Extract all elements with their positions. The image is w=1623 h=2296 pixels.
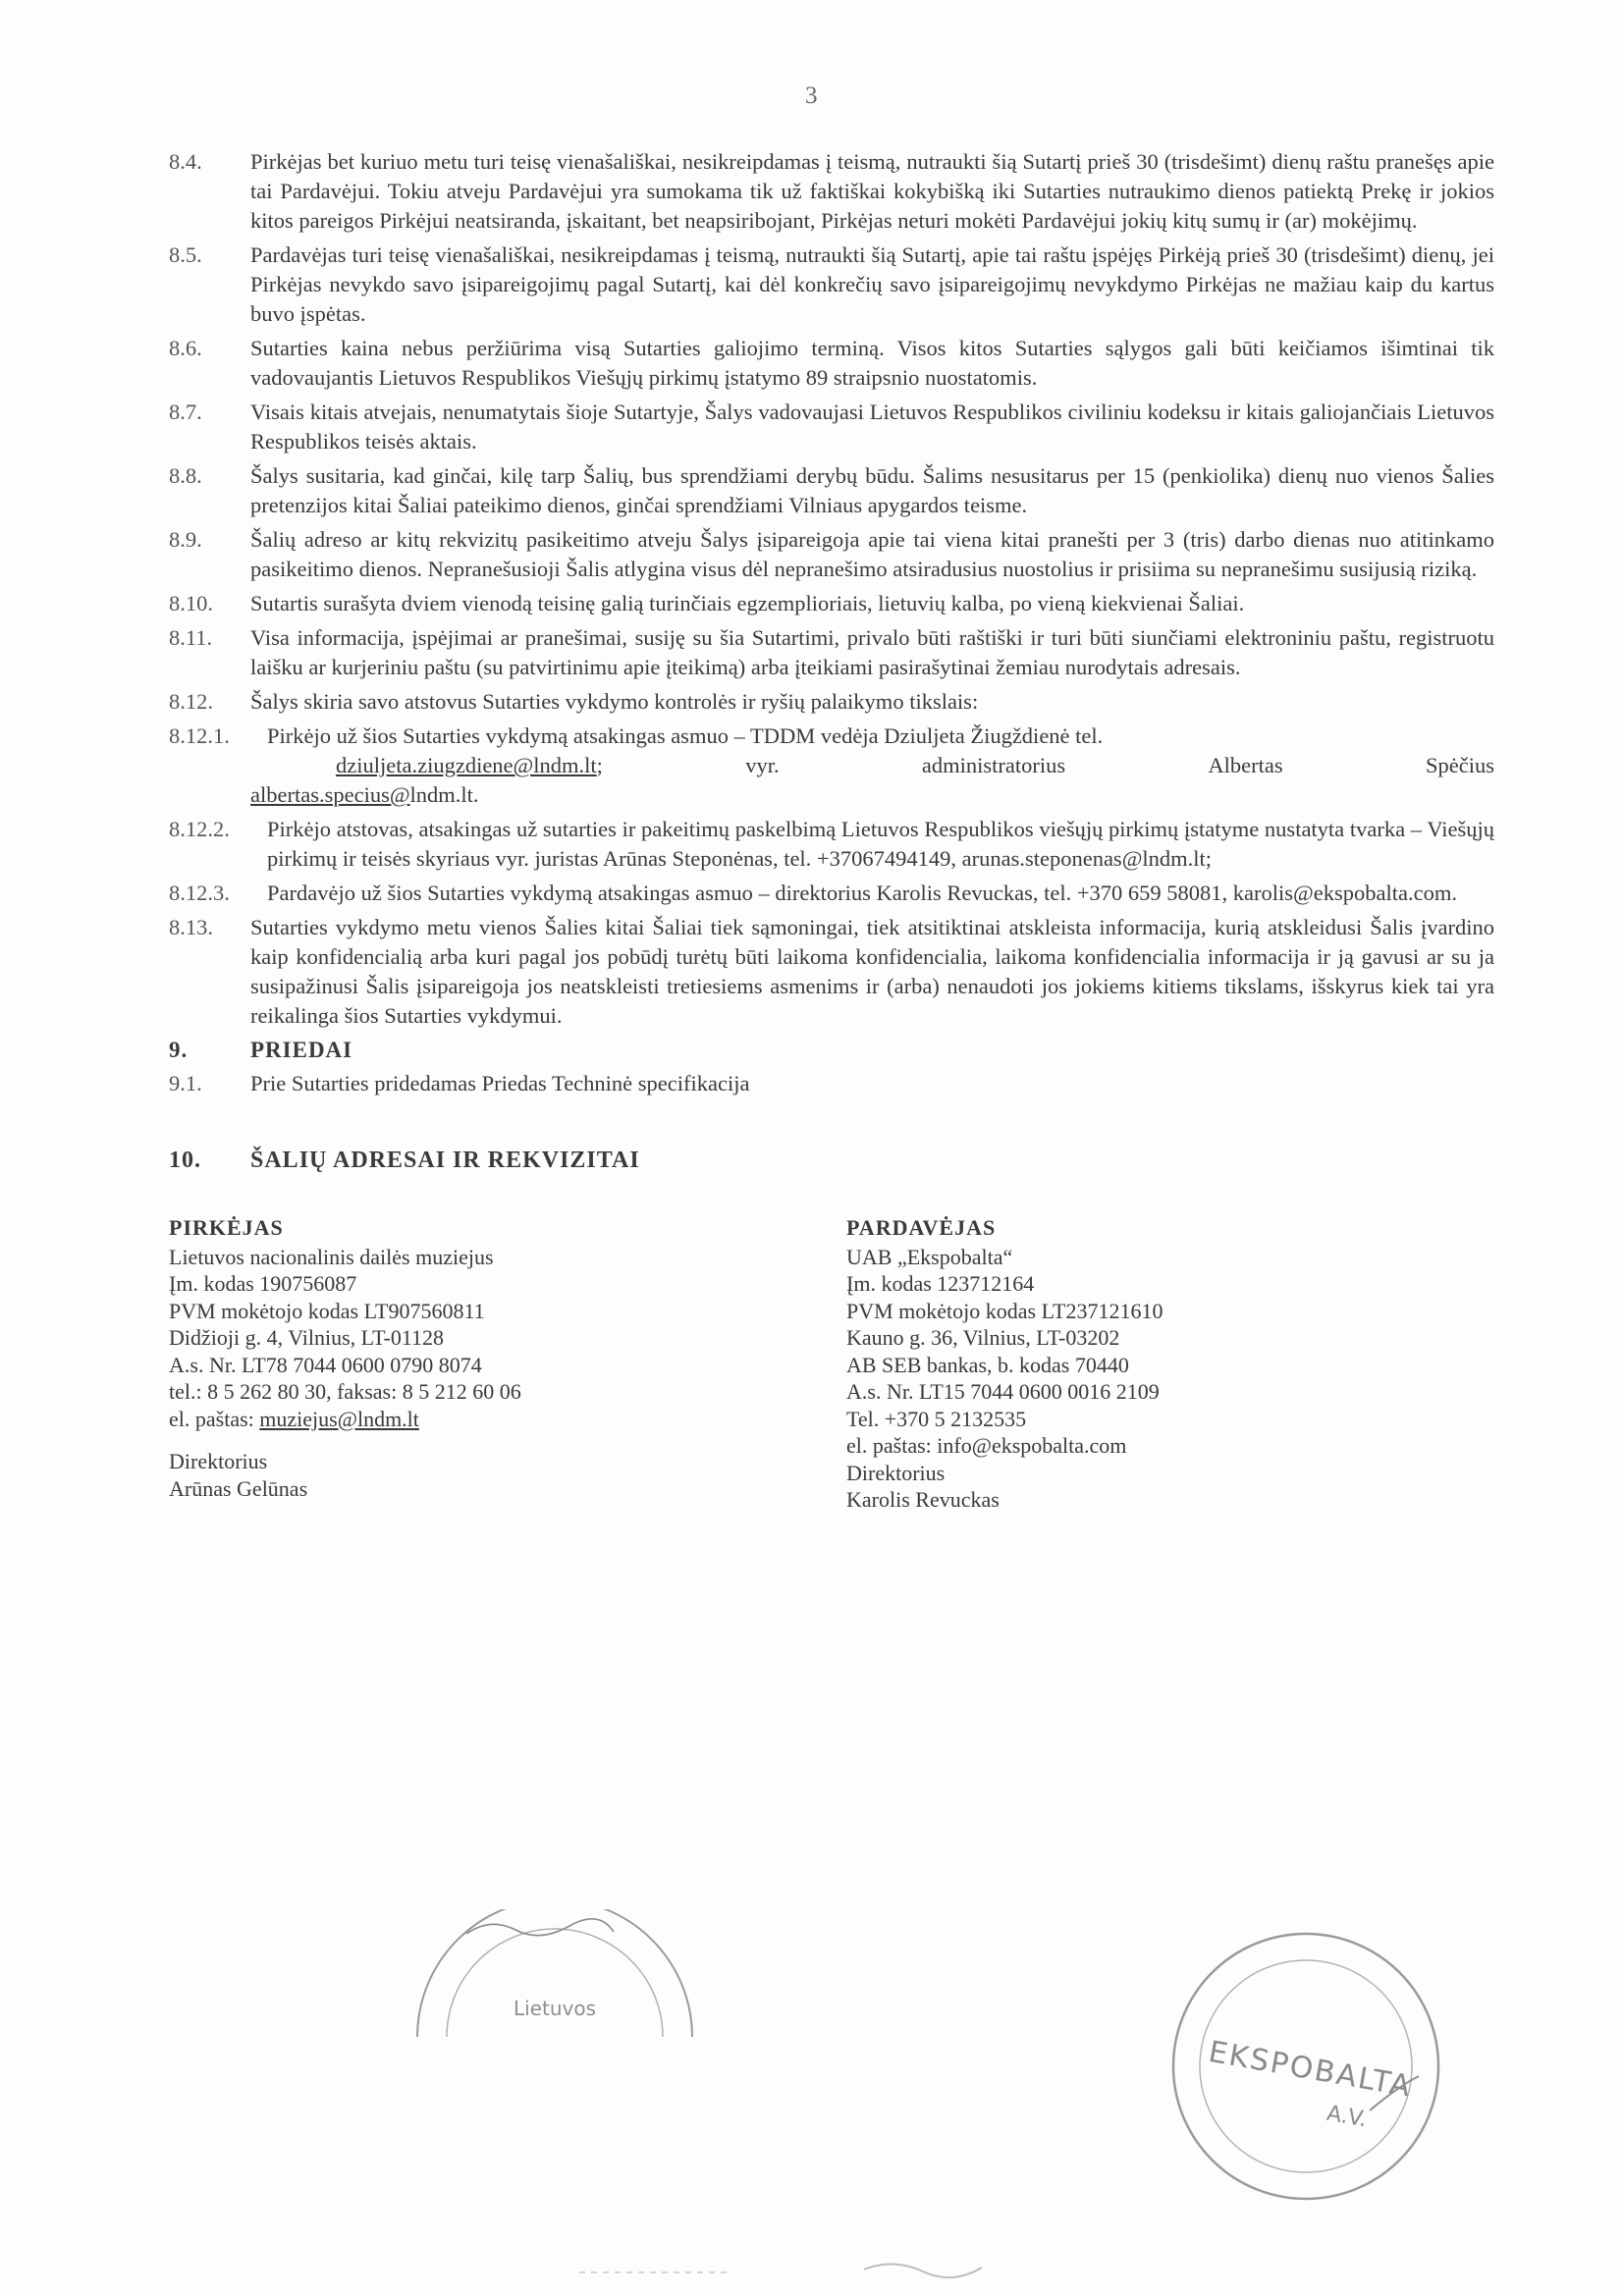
clause-8-12-2 (169, 815, 1494, 874)
buyer-signatory-title: Direktorius (169, 1449, 268, 1473)
parties-block (169, 1214, 1494, 1548)
contact-email-link[interactable]: dziuljeta.ziugzdiene@lndm.lt (336, 753, 597, 777)
clause-number: 8.12. (169, 689, 213, 714)
buyer-line: PVM mokėtojo kodas LT907560811 (169, 1298, 485, 1323)
clause-text: Prie Sutarties pridedamas Priedas Techninė specifikacija (250, 1071, 750, 1095)
admin-email-line (250, 780, 1494, 810)
clause-8-10 (169, 589, 1494, 618)
admin-first-name: Albertas (1208, 753, 1283, 777)
buyer-signature-icon (461, 1912, 619, 1942)
seller-line: AB SEB bankas, b. kodas 70440 (846, 1352, 1129, 1377)
seller-signatory-name: Karolis Revuckas (846, 1487, 1000, 1512)
clause-8-12-1 (169, 721, 1494, 810)
clause-text: Sutarties kaina nebus peržiūrima visą Sutarties galiojimo terminą. Visos kitos Sutarties sąlygos gali būti keičiamos išimtinai tik vadovaujantis Lietuvos Respublikos Viešųjų pirkimų įstatymo 89 straipsnio nuostatomis. (250, 336, 1494, 390)
clause-9-1 (169, 1069, 1494, 1098)
clause-text: Šalys skiria savo atstovus Sutarties vykdymo kontrolės ir ryšių palaikymo tikslais: (250, 689, 979, 714)
seller-line: Kauno g. 36, Vilnius, LT-03202 (846, 1325, 1120, 1350)
clause-8-6 (169, 334, 1494, 393)
clause-number: 8.13. (169, 915, 213, 939)
role-vyr: vyr. (745, 753, 780, 777)
clause-text: Pirkėjas bet kuriuo metu turi teisę vienašališkai, nesikreipdamas į teismą, nutraukti šią Sutartį prieš 30 (trisdešimt) dienų raštu pranešęs apie tai Pardavėjui. Tokiu atveju Pardavėjui yra sumokama tik už faktiškai kokybišką iki Sutarties nutraukimo dienos patiektą Prekę ir jokios kitos pareigos Pirkėjui neatsiranda, įskaitant, bet neapsiribojant, Pirkėjas neturi mokėti Pardavėjui jokių kitų sumų ir (ar) mokėjimų. (250, 149, 1494, 233)
seller-stamp-av: A.V. (1325, 2101, 1369, 2133)
section-9-number: 9. (169, 1038, 189, 1062)
seller-role: PARDAVĖJAS (846, 1215, 997, 1240)
clause-text: Visa informacija, įspėjimai ar pranešimai, susiję su šia Sutartimi, privalo būti raštiški ir turi būti siunčiami elektroniniu paštu, registruotu laišku ar kurjeriniu paštu (su patvirtinimu apie įteikimą) arba įteikiami pasirašytinai žemiau nurodytais adresais. (250, 625, 1494, 679)
buyer-line: A.s. Nr. LT78 7044 0600 0790 8074 (169, 1352, 482, 1377)
buyer-email-line (169, 1406, 719, 1433)
clause-8-8 (169, 461, 1494, 520)
seller-line: Tel. +370 5 2132535 (846, 1406, 1027, 1431)
seller-details (846, 1214, 1396, 1514)
clause-text: Pirkėjo atstovas, atsakingas už sutarties ir pakeitimų paskelbimą Lietuvos Respublikos viešųjų pirkimų įstatyme nustatyta tvarka – Viešųjų pirkimų ir teisės skyriaus vyr. juristas Arūnas Steponėnas, tel. +37067494149, arunas.steponenas@lndm.lt; (267, 817, 1494, 871)
clause-number: 8.12.1. (169, 723, 230, 748)
seller-stamp-text: EKSPOBALTA (1206, 2034, 1415, 2105)
seller-line: el. paštas: info@ekspobalta.com (846, 1433, 1127, 1458)
email-separator: ; (596, 753, 603, 777)
buyer-line: Lietuvos nacionalinis dailės muziejus (169, 1244, 494, 1269)
seller-line: Įm. kodas 123712164 (846, 1271, 1035, 1296)
buyer-line: Įm. kodas 190756087 (169, 1271, 357, 1296)
clause-text: Visais kitais atvejais, nenumatytais šioje Sutartyje, Šalys vadovaujasi Lietuvos Respublikos civiliniu kodeksu ir kitais galiojančiais Lietuvos Respublikos teisės aktais. (250, 400, 1494, 454)
contact-line (267, 751, 1494, 780)
clause-number: 8.7. (169, 400, 202, 424)
buyer-stamp-text: Lietuvos (513, 1997, 597, 2020)
admin-surname: Spėčius (1425, 753, 1494, 777)
buyer-email-label: el. paštas: (169, 1406, 254, 1431)
admin-email-domain: lndm.lt. (409, 782, 479, 807)
footer-mark-icon (569, 2248, 1080, 2287)
buyer-signatory-name: Arūnas Gelūnas (169, 1475, 308, 1501)
clause-number: 8.8. (169, 463, 202, 488)
buyer-line: tel.: 8 5 262 80 30, faksas: 8 5 212 60 06 (169, 1379, 521, 1404)
clause-text: Pardavėjas turi teisę vienašališkai, nesikreipdamas į teismą, nutraukti šią Sutartį, apie tai raštu įspėjęs Pirkėją prieš 30 (trisdešimt) dienų, jei Pirkėjas nevykdo savo įsipareigojimų pagal Sutartį, kai dėl konkrečių savo įsipareigojimų nevykdymo Pirkėjas ne mažiau kaip du kartus buvo įspėtas. (250, 242, 1494, 326)
seller-line: A.s. Nr. LT15 7044 0600 0016 2109 (846, 1379, 1160, 1404)
clause-text: Pardavėjo už šios Sutarties vykdymą atsakingas asmuo – direktorius Karolis Revuckas, tel. +370 659 58081, karolis@ekspobalta.com. (267, 881, 1457, 905)
clause-8-7 (169, 398, 1494, 456)
clause-number: 8.10. (169, 591, 213, 615)
section-9-title: PRIEDAI (250, 1038, 353, 1062)
clause-text: Šalių adreso ar kitų rekvizitų pasikeitimo atveju Šalys įsipareigoja apie tai viena kitai pranešti per 3 (tris) darbo dienas nuo atitinkamo pasikeitimo dienos. Nepranešusioji Šalis atlygina visus dėl nepranešimo atsiradusius nuostolius ir prisiima su nepranešimu susijusią riziką. (250, 527, 1494, 581)
clause-number: 8.6. (169, 336, 202, 360)
section-10-title: ŠALIŲ ADRESAI IR REKVIZITAI (250, 1148, 640, 1173)
seller-signatory-title: Direktorius (846, 1460, 946, 1485)
section-8-clauses (169, 147, 1494, 717)
clause-number: 8.12.2. (169, 817, 230, 841)
contact-email-group (336, 751, 603, 780)
clause-8-5 (169, 240, 1494, 329)
admin-email-link[interactable]: albertas.specius@ (250, 782, 410, 807)
buyer-email-link[interactable]: muziejus@lndm.lt (259, 1406, 419, 1431)
clause-number: 8.5. (169, 242, 202, 267)
section-10-number: 10. (169, 1148, 201, 1173)
buyer-line: Didžioji g. 4, Vilnius, LT-01128 (169, 1325, 445, 1350)
clause-8-13 (169, 913, 1494, 1031)
clause-8-9 (169, 525, 1494, 584)
section-10-heading (169, 1146, 1494, 1175)
clause-8-12-3 (169, 879, 1494, 908)
clause-text: Sutarties vykdymo metu vienos Šalies kitai Šaliai tiek sąmoningai, tiek atsitiktinai atskleista informacija, kurią atskleidusi Šalis įvardino kaip konfidencialią arba kuri pagal jos pobūdį turėtų būti laikoma konfidencialia, laikoma konfidencialia informacija ir ją gavusi ar su ja susipažinusi Šalis įsipareigoja jos neatskleisti tretiesiems asmenims ir (arba) nenaudoti jos jokiems kitiems tikslams, išskyrus kiek tai yra reikalinga šios Sutarties vykdymui. (250, 915, 1494, 1028)
clause-number: 9.1. (169, 1071, 202, 1095)
buyer-role: PIRKĖJAS (169, 1215, 284, 1240)
clause-number: 8.11. (169, 625, 213, 650)
clause-text: Pirkėjo už šios Sutarties vykdymą atsakingas asmuo – TDDM vedėja Dziuljeta Žiugždienė tel. (267, 723, 1104, 748)
buyer-details (169, 1214, 719, 1502)
section-8-clauses-continued (169, 815, 1494, 1031)
clause-8-4 (169, 147, 1494, 236)
clause-8-12 (169, 687, 1494, 717)
clause-8-11 (169, 623, 1494, 682)
section-9-heading (169, 1036, 1494, 1065)
seller-stamp-icon (1144, 1919, 1468, 2214)
clause-text: Šalys susitaria, kad ginčai, kilę tarp Šalių, bus sprendžiami derybų būdu. Šalims nesusitarus per 15 (penkiolika) dienų nuo vienos Šalies pretenzijos kitai Šaliai pateikimo dienos, ginčai sprendžiami Vilniaus apygardos teisme. (250, 463, 1494, 517)
clause-number: 8.9. (169, 527, 202, 552)
clause-number: 8.4. (169, 149, 202, 174)
document-body (169, 147, 1494, 1548)
seller-line: UAB „Ekspobalta“ (846, 1244, 1013, 1269)
role-administrator: administratorius (921, 753, 1066, 777)
clause-text: Sutartis surašyta dviem vienodą teisinę galią turinčiais egzemplioriais, lietuvių kalba, po vieną kiekvienai Šaliai. (250, 591, 1245, 615)
clause-number: 8.12.3. (169, 881, 230, 905)
page-number: 3 (805, 82, 818, 109)
seller-line: PVM mokėtojo kodas LT237121610 (846, 1298, 1163, 1323)
